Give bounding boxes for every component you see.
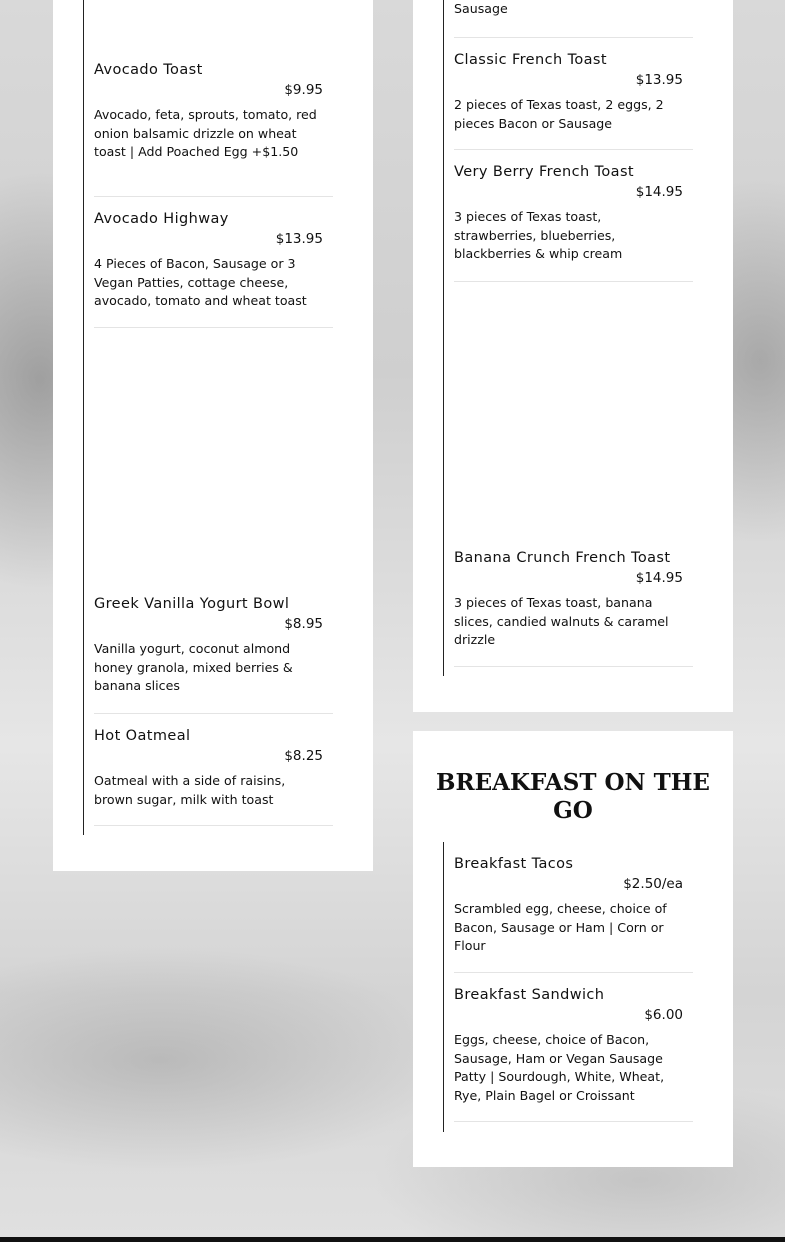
item-description: Vanilla yogurt, coconut almond honey granola, mixed berries & banana slices (94, 641, 293, 693)
item-description: Eggs, cheese, choice of Bacon, Sausage, Ham or Vegan Sausage Patty | Sourdough, White, Wheat, Rye, Plain Bagel or Croissant (454, 1032, 665, 1103)
menu-card-french-toast (413, 0, 733, 712)
menu-item (454, 52, 693, 150)
item-price: $2.50/ea (623, 876, 683, 892)
item-name: Banana Crunch French Toast (454, 550, 671, 566)
item-description: Oatmeal with a side of raisins, brown sugar, milk with toast (94, 773, 286, 807)
menu-card-breakfast-on-the-go (413, 731, 733, 1167)
menu-rail (83, 0, 84, 835)
menu-item (454, 550, 693, 667)
menu-item (454, 987, 693, 1122)
item-name: Greek Vanilla Yogurt Bowl (94, 596, 290, 612)
menu-rail (443, 842, 444, 1132)
menu-card-left (53, 0, 373, 871)
item-price: $14.95 (635, 570, 683, 586)
item-name: Breakfast Tacos (454, 856, 574, 872)
item-name: Very Berry French Toast (454, 164, 634, 180)
item-description: 3 pieces of Texas toast, strawberries, blueberries, blackberries & whip cream (454, 209, 623, 261)
item-description: 4 Pieces of Bacon, Sausage or 3 Vegan Patties, cottage cheese, avocado, tomato and wheat toast (94, 256, 307, 308)
menu-item (454, 164, 693, 282)
item-price: $13.95 (275, 231, 323, 247)
item-name: Classic French Toast (454, 52, 607, 68)
menu-item (94, 62, 333, 197)
item-price: $9.95 (284, 82, 323, 98)
menu-item (94, 596, 333, 714)
section-title: BREAKFAST ON THE GO (436, 769, 710, 824)
item-price: $8.95 (284, 616, 323, 632)
item-description: Avocado, feta, sprouts, tomato, red onion balsamic drizzle on wheat toast | Add Poached Egg +$1.50 (94, 107, 317, 159)
item-name: Breakfast Sandwich (454, 987, 605, 1003)
item-price: $13.95 (635, 72, 683, 88)
item-price: $8.25 (284, 748, 323, 764)
bottom-bar (0, 1237, 785, 1242)
menu-item (94, 728, 333, 826)
item-name: Hot Oatmeal (94, 728, 191, 744)
menu-item (454, 856, 693, 973)
menu-item (94, 211, 333, 328)
menu-rail (443, 0, 444, 676)
item-name: Avocado Toast (94, 62, 203, 78)
item-description: 2 pieces of Texas toast, 2 eggs, 2 pieces Bacon or Sausage (454, 97, 664, 131)
item-price: $6.00 (644, 1007, 683, 1023)
item-name: Avocado Highway (94, 211, 229, 227)
menu-item (454, 0, 693, 38)
item-description: Sausage (454, 1, 508, 16)
item-price: $14.95 (635, 184, 683, 200)
item-description: Scrambled egg, cheese, choice of Bacon, Sausage or Ham | Corn or Flour (454, 901, 667, 953)
item-description: 3 pieces of Texas toast, banana slices, candied walnuts & caramel drizzle (454, 595, 669, 647)
